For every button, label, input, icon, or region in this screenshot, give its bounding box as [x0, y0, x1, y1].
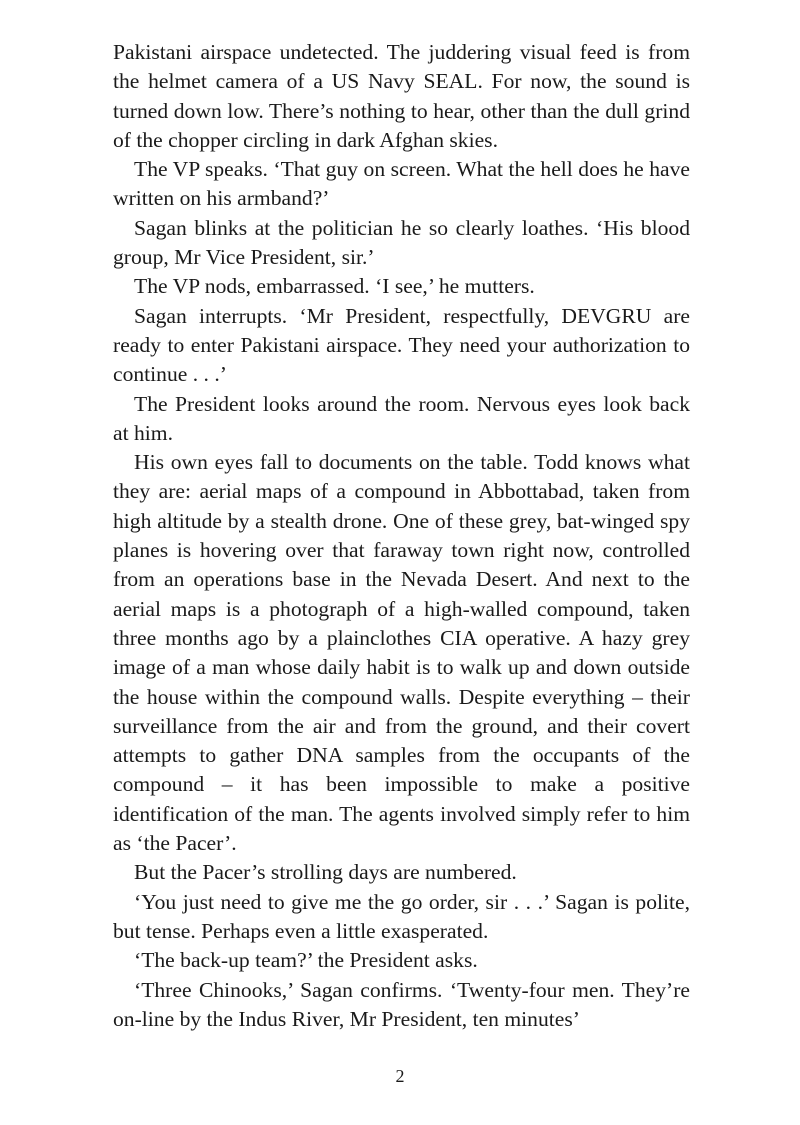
paragraph: ‘You just need to give me the go order, sir . . .’ Sagan is polite, but tense. Perhaps even a little exasperated. — [113, 889, 690, 943]
paragraph: But the Pacer’s strolling days are numbered. — [134, 860, 517, 885]
paragraph: ‘The back-up team?’ the President asks. — [134, 948, 478, 973]
paragraph: His own eyes fall to documents on the table. Todd knows what they are: aerial maps of a compound in Abbottabad, taken from high altitude by a stealth drone. One of these grey, bat-winged spy planes is hovering over that faraway town right now, controlled from an operations base in the Nevada Desert. And next to the aerial maps is a photograph of a high-walled compound, taken three months ago by a plainclothes CIA operative. A hazy grey image of a man whose daily habit is to walk up and down outside the house within the compound walls. Despite everything – their surveillance from the air and from the ground, and their covert attempts to gather DNA samples from the occupants of the compound – it has been impossible to make a positive identification of the man. The agents involved simply refer to him as ‘the Pacer’. — [113, 450, 690, 856]
paragraph: The VP nods, embarrassed. ‘I see,’ he mutters. — [134, 274, 535, 299]
paragraph: Sagan blinks at the politician he so clearly loathes. ‘His blood group, Mr Vice President, sir.’ — [113, 215, 690, 270]
paragraph: The VP speaks. ‘That guy on screen. What the hell does he have written on his armband?’ — [113, 157, 690, 211]
paragraph-continues: ‘Three Chinooks,’ Sagan confirms. ‘Twenty-four men. They’re on-line by the Indus River, Mr President, ten minutes’ — [113, 977, 690, 1031]
paragraph: The President looks around the room. Nervous eyes look back at him. — [113, 391, 690, 445]
page-number: 2 — [395, 1066, 405, 1086]
paragraph: Sagan interrupts. ‘Mr President, respectfully, DEVGRU are ready to enter Pakistani airspace. They need your authorization to continue . . .’ — [113, 303, 690, 387]
paragraph-continued: Pakistani airspace undetected. The juddering visual feed is from the helmet camera of a US Navy SEAL. For now, the sound is turned down low. There’s nothing to hear, other than the dull grind of the chopper circling in dark Afghan skies. — [113, 40, 690, 152]
page-body — [113, 38, 690, 1034]
